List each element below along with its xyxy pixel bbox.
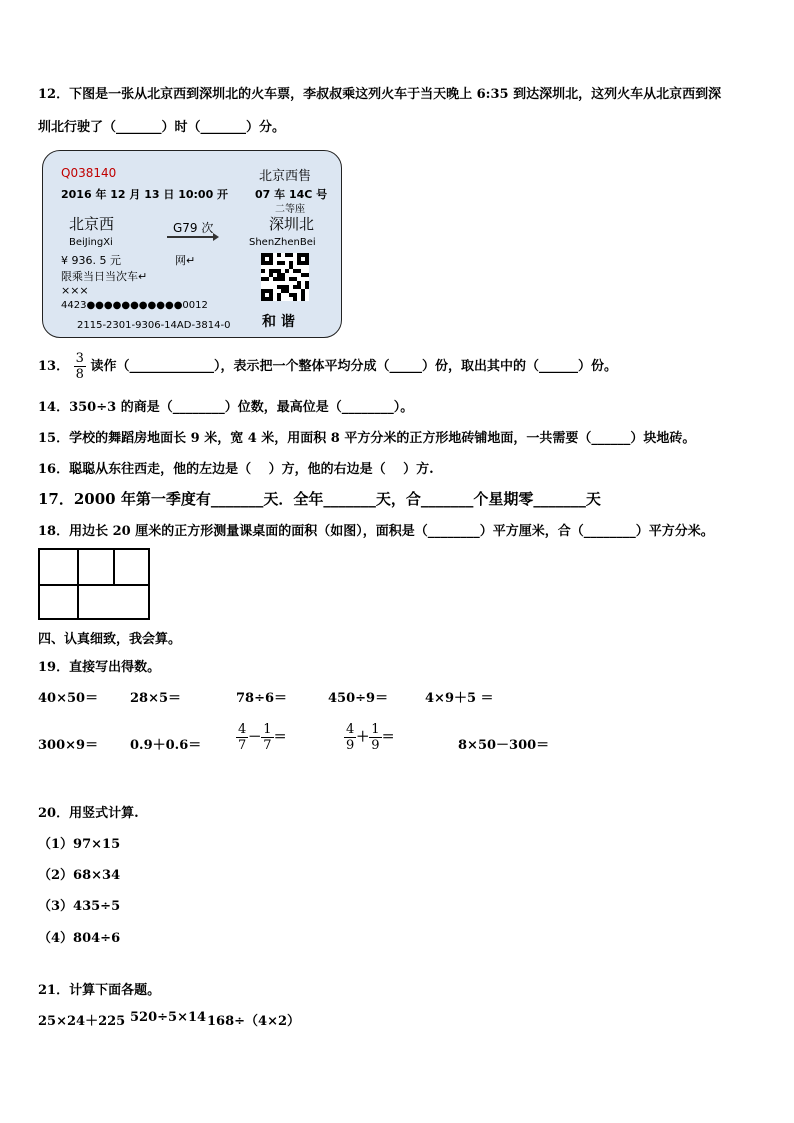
- frac-a-den: 7: [238, 738, 247, 753]
- q13-text: 读作（_____________），表示把一个整体平均分成（_____）份，取出其中的（______）份。: [90, 359, 617, 374]
- ticket-office: 北京西售: [259, 169, 312, 184]
- frac-b-num: 1: [371, 722, 380, 737]
- q18-line: 18．用边长 20 厘米的正方形测量课桌面的面积（如图），面积是（________）平方厘米，合（________）平方分米。: [38, 524, 714, 539]
- ticket-id: 4423●●●●●●●●●●●0012: [61, 300, 208, 311]
- q21-expr-3: 168÷（4×2）: [207, 1014, 301, 1029]
- ticket-train: G79 次: [173, 221, 214, 235]
- train-ticket: [42, 150, 342, 338]
- q13-fraction: [74, 351, 86, 382]
- grid-line-bottom-1: [77, 584, 79, 620]
- ticket-code: Q038140: [61, 166, 117, 180]
- ticket-web: 网↵: [175, 254, 196, 267]
- q13-number: 13．: [38, 359, 70, 374]
- q15-line: 15．学校的舞蹈房地面长 9 米，宽 4 米，用面积 8 平方分米的正方形地砖铺地面，一共需要（______）块地砖。: [38, 431, 696, 446]
- q20-title: 20．用竖式计算.: [38, 806, 139, 821]
- q19-expr-1: 40×50＝: [38, 691, 99, 706]
- ticket-name: ×××: [61, 284, 89, 297]
- q12-line2: 圳北行驶了（_______）时（_______）分。: [38, 120, 286, 135]
- q20-item-2: （2）68×34: [38, 868, 121, 883]
- ticket-from-pinyin: BeiJingXi: [69, 237, 113, 248]
- q19-expr-4: 450÷9＝: [328, 691, 389, 706]
- q19-expr-6: 300×9＝: [38, 738, 99, 753]
- grid-mid-line: [40, 584, 148, 586]
- q16-line: 16．聪聪从东往西走，他的左边是（ ）方，他的右边是（ ）方.: [38, 462, 434, 477]
- q19-title: 19．直接写出得数。: [38, 660, 161, 675]
- frac-b-den: 9: [371, 738, 380, 753]
- ticket-from: 北京西: [69, 215, 115, 233]
- desk-grid-figure: [38, 548, 150, 620]
- frac-a-den: 9: [346, 738, 355, 753]
- q12-line1: 12．下图是一张从北京西到深圳北的火车票，李叔叔乘这列火车于当天晚上 6:35 到达深圳北，这列火车从北京西到深: [38, 87, 722, 102]
- q13-line: [38, 351, 617, 382]
- frac-eq: ＝: [381, 730, 395, 745]
- q19-expr-8: [236, 722, 287, 753]
- q21-expr-1: 25×24＋225: [38, 1014, 126, 1029]
- q17-line: 17．2000 年第一季度有_______天．全年_______天，合_______个星期零_______天: [38, 490, 601, 508]
- q19-expr-2: 28×5＝: [130, 691, 182, 706]
- q13-frac-denominator: 8: [75, 367, 84, 382]
- frac-a-num: 4: [238, 722, 247, 737]
- ticket-serial: 2115-2301-9306-14AD-3814-0: [77, 320, 231, 331]
- frac-eq: ＝: [273, 730, 287, 745]
- ticket-seat-no: 07 车 14C 号: [255, 188, 328, 201]
- frac-b-num: 1: [263, 722, 272, 737]
- grid-line-top-2: [113, 550, 115, 586]
- q19-expr-9: [344, 722, 395, 753]
- grid-line-top-1: [77, 550, 79, 586]
- ticket-datetime: 2016 年 12 月 13 日 10:00 开: [61, 188, 229, 201]
- q21-title: 21．计算下面各题。: [38, 983, 161, 998]
- q19-expr-3: 78÷6＝: [236, 691, 288, 706]
- section-4-heading: 四、认真细致，我会算。: [38, 632, 182, 647]
- q20-item-3: （3）435÷5: [38, 899, 121, 914]
- ticket-price: ¥ 936. 5 元: [61, 254, 121, 267]
- ticket-limit: 限乘当日当次车↵: [61, 270, 148, 283]
- frac-op: －: [248, 730, 262, 745]
- q19-expr-10: 8×50－300＝: [458, 738, 550, 753]
- q20-item-1: （1）97×15: [38, 837, 121, 852]
- ticket-brand: 和 谐: [262, 314, 295, 330]
- ticket-to-pinyin: ShenZhenBei: [249, 237, 316, 248]
- q20-item-4: （4）804÷6: [38, 931, 121, 946]
- q19-expr-7: 0.9＋0.6＝: [130, 738, 202, 753]
- ticket-to: 深圳北: [269, 215, 315, 233]
- q14-line: 14．350÷3 的商是（________）位数，最高位是（________）。: [38, 400, 414, 415]
- q13-frac-numerator: 3: [75, 351, 84, 366]
- q21-expr-2: 520÷5×14: [130, 1010, 207, 1025]
- q19-expr-5: 4×9＋5 ＝: [425, 691, 494, 706]
- frac-op: ＋: [356, 730, 370, 745]
- ticket-arrow-icon: [167, 233, 219, 241]
- ticket-seat-class: 二等座: [275, 204, 305, 215]
- frac-a-num: 4: [346, 722, 355, 737]
- qr-code-icon: [261, 253, 309, 301]
- frac-b-den: 7: [263, 738, 272, 753]
